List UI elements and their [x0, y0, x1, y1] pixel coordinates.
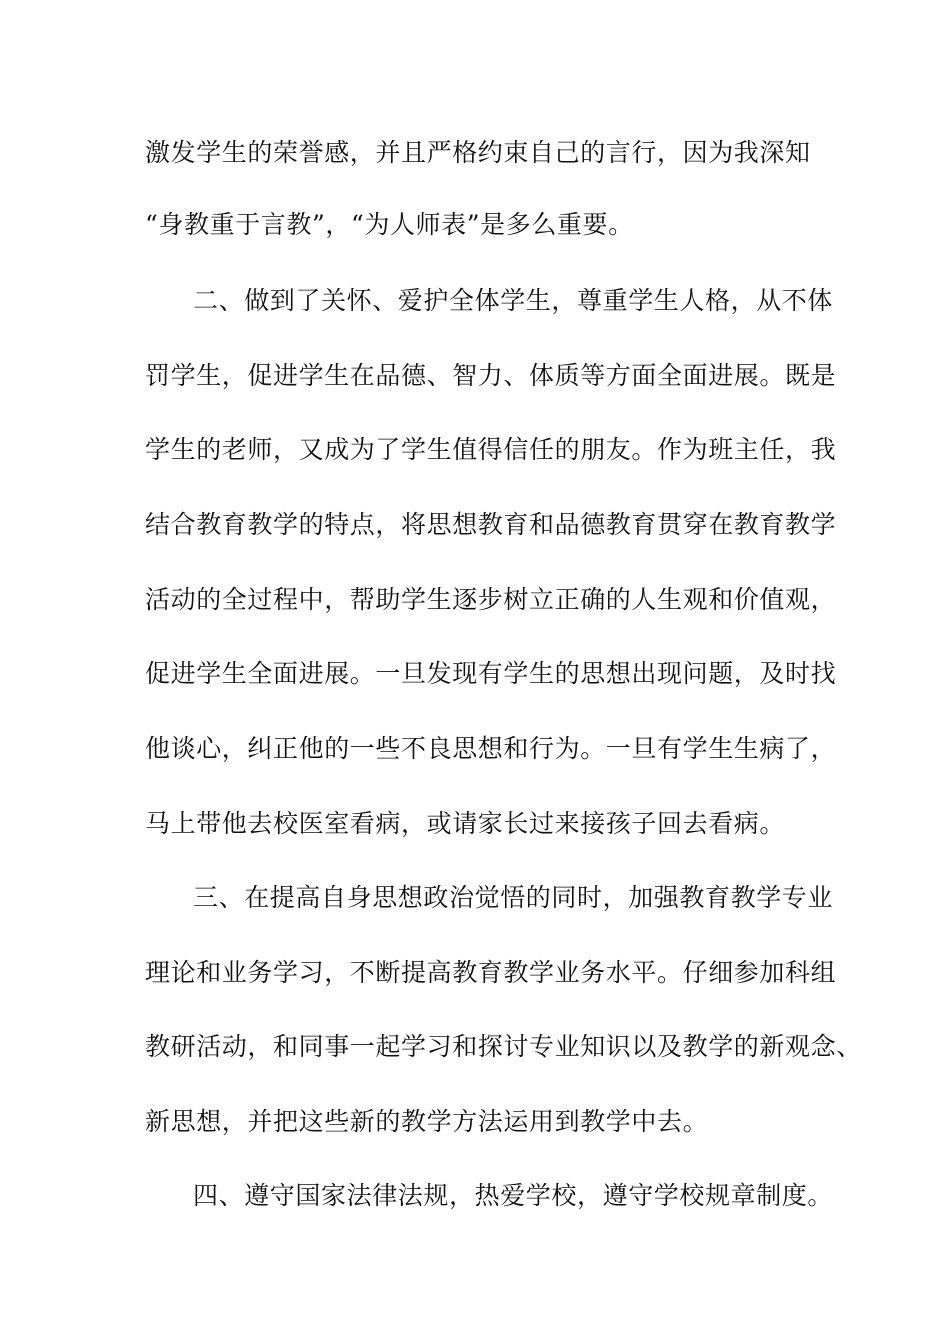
paragraph-line: 活动的全过程中，帮助学生逐步树立正确的人生观和价值观， [145, 585, 837, 614]
paragraph-line: 新思想，并把这些新的教学方法运用到教学中去。 [145, 1107, 709, 1136]
paragraph-line: “身教重于言教”，“为人师表”是多么重要。 [145, 210, 634, 239]
paragraph-line: 罚学生，促进学生在品德、智力、体质等方面全面进展。既是 [145, 361, 837, 390]
paragraph-line-indent: 三、在提高自身思想政治觉悟的同时，加强教育教学专业 [193, 883, 834, 912]
paragraph-line: 教研活动，和同事一起学习和探讨专业知识以及教学的新观念、 [145, 1032, 862, 1061]
paragraph-line: 学生的老师，又成为了学生值得信任的朋友。作为班主任，我 [145, 435, 837, 464]
paragraph-line: 他谈心，纠正他的一些不良思想和行为。一旦有学生生病了， [145, 734, 837, 763]
paragraph-line: 马上带他去校医室看病，或请家长过来接孩子回去看病。 [145, 809, 786, 838]
paragraph-line-indent: 四、遵守国家法律法规，热爱学校，遵守学校规章制度。 [193, 1181, 834, 1210]
paragraph-line: 结合教育教学的特点，将思想教育和品德教育贯穿在教育教学 [145, 510, 837, 539]
paragraph-line: 促进学生全面进展。一旦发现有学生的思想出现问题，及时找 [145, 659, 837, 688]
paragraph-line: 激发学生的荣誉感，并且严格约束自己的言行，因为我深知 [145, 138, 811, 167]
paragraph-line-indent: 二、做到了关怀、爱护全体学生，尊重学生人格，从不体 [193, 286, 834, 315]
paragraph-line: 理论和业务学习，不断提高教育教学业务水平。仔细参加科组 [145, 958, 837, 987]
